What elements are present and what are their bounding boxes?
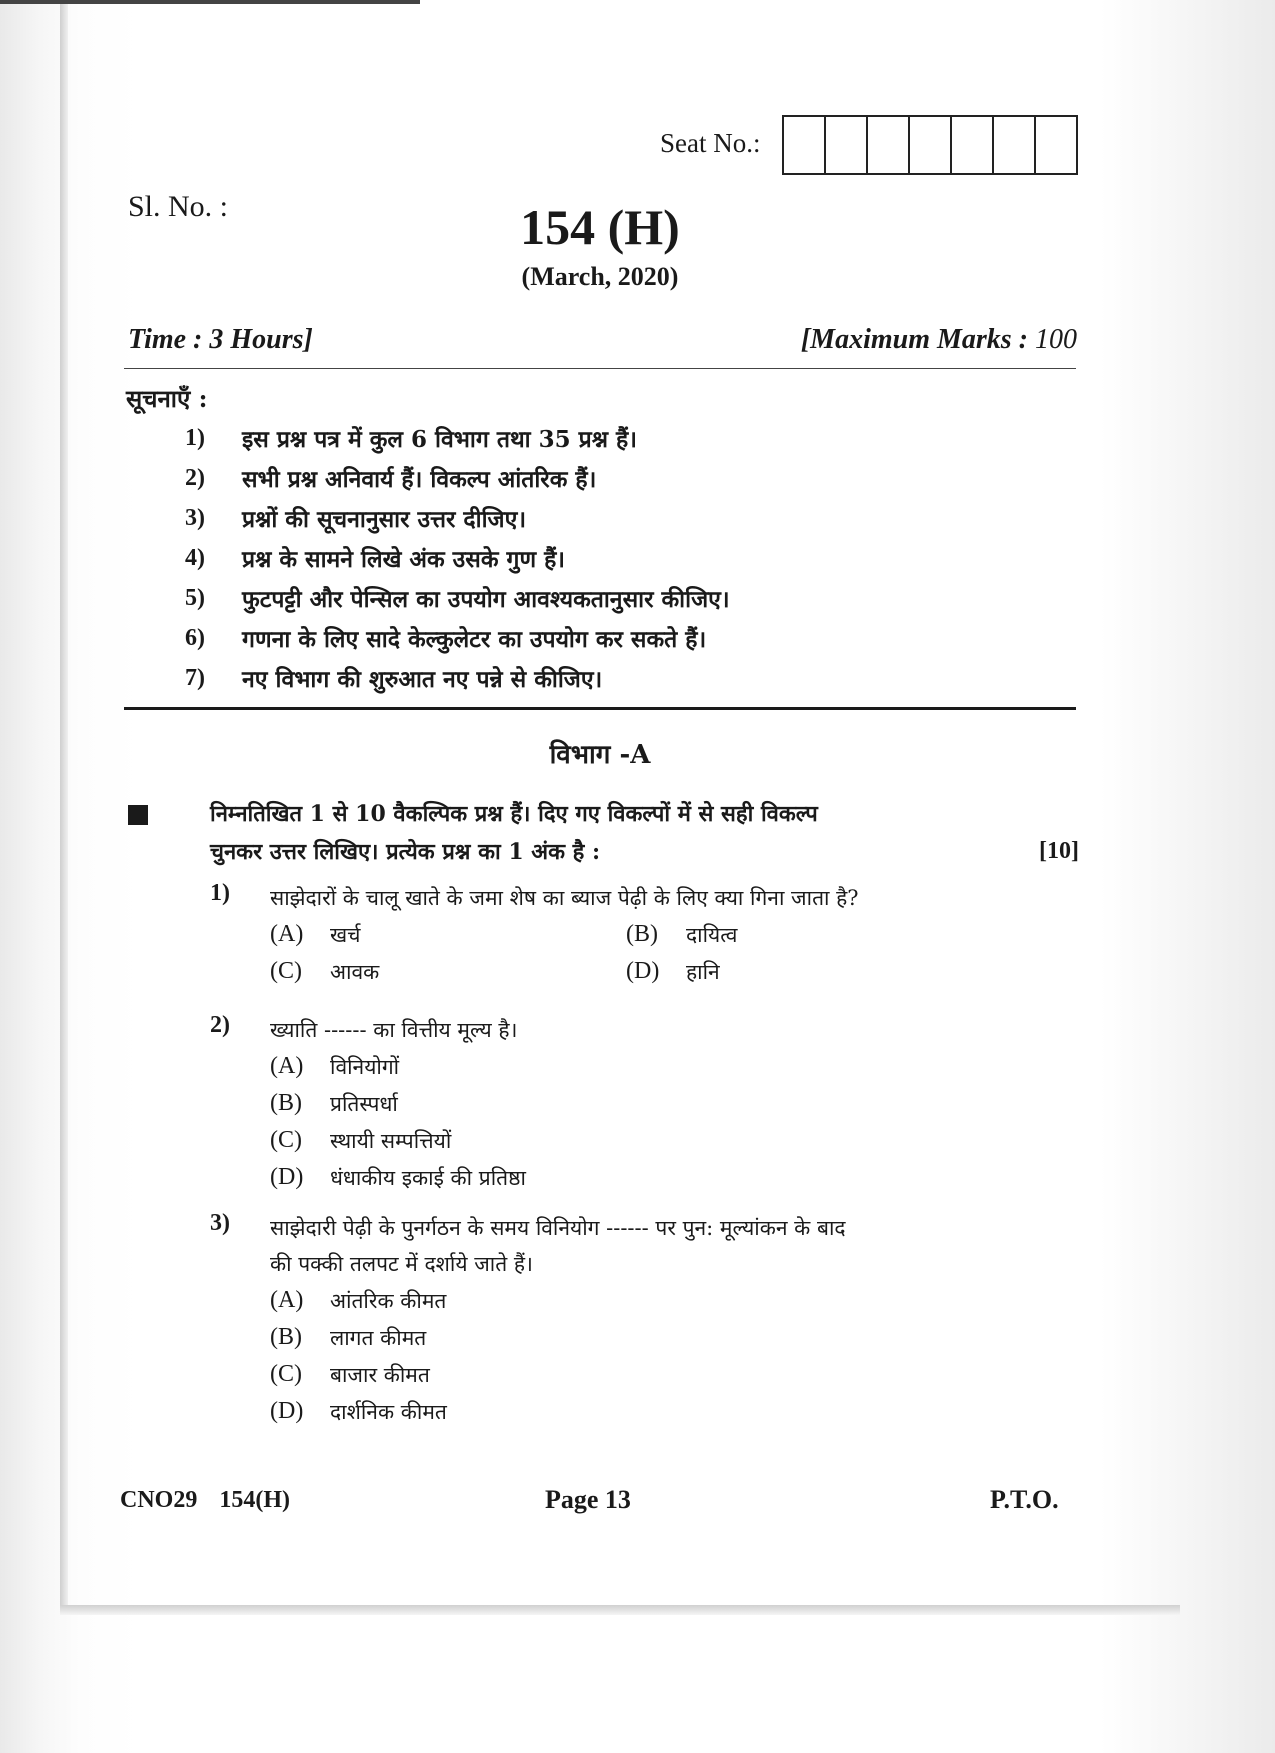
section-intro-line: चुनकर उत्तर लिखिए। प्रत्येक प्रश्न का 1 अंक है :	[210, 839, 601, 865]
option-text: हानि	[686, 959, 720, 984]
instruction-text: प्रश्न के सामने लिखे अंक उसके गुण हैं।	[242, 546, 566, 573]
page-number: Page 13	[545, 1485, 631, 1514]
instruction-item	[185, 458, 1085, 498]
question-number: 3)	[210, 1210, 230, 1236]
option-text: स्थायी सम्पत्तियों	[330, 1128, 452, 1153]
option-text: विनियोगों	[330, 1054, 400, 1079]
option-label: (D)	[270, 1164, 304, 1190]
option-b	[626, 916, 926, 953]
option-c	[270, 1356, 1030, 1393]
option-label: (D)	[626, 958, 660, 984]
question-text: साझेदारी पेढ़ी के पुनर्गठन के समय विनियोग ------ पर पुन: मूल्यांकन के बाद	[270, 1216, 846, 1240]
question-3	[210, 1210, 1030, 1430]
option-text: दार्शनिक कीमत	[330, 1399, 447, 1424]
instruction-item	[185, 578, 1085, 618]
instruction-item	[185, 538, 1085, 578]
instruction-text: सभी प्रश्न अनिवार्य हैं। विकल्प आंतरिक हैं।	[242, 466, 597, 493]
question-text: की पक्की तलपट में दर्शाये जाते हैं।	[270, 1252, 533, 1276]
section-intro-line: निम्नतिखित 1 से 10 वैकल्पिक प्रश्न हैं। दिए गए विकल्पों में से सही विकल्प	[210, 801, 818, 827]
square-bullet-icon	[128, 805, 148, 825]
instructions-title: सूचनाएँ :	[126, 384, 208, 413]
option-label: (D)	[270, 1398, 304, 1424]
question-text: साझेदारों के चालू खाते के जमा शेष का ब्याज पेढ़ी के लिए क्या गिना जाता है?	[270, 886, 859, 910]
instruction-item	[185, 658, 1085, 698]
option-label: (A)	[270, 1287, 304, 1313]
option-text: बाजार कीमत	[330, 1362, 430, 1387]
instruction-number: 7)	[185, 664, 205, 691]
seat-number-box	[994, 117, 1036, 173]
option-a	[270, 1048, 1030, 1085]
option-text: धंधाकीय इकाई की प्रतिष्ठा	[330, 1165, 526, 1190]
seat-number-box	[826, 117, 868, 173]
option-c	[270, 953, 626, 990]
exam-time: Time : 3 Hours]	[128, 324, 313, 355]
question-1	[210, 880, 1030, 990]
exam-date: (March, 2020)	[521, 262, 679, 291]
instruction-item	[185, 498, 1085, 538]
maximum-marks-label: [Maximum Marks :	[800, 324, 1028, 355]
question-options	[270, 1048, 1030, 1196]
option-c	[270, 1122, 1030, 1159]
maximum-marks-value: 100	[1035, 324, 1077, 355]
question-number: 2)	[210, 1012, 230, 1038]
instruction-number: 6)	[185, 624, 205, 651]
option-a	[270, 916, 626, 953]
option-label: (A)	[270, 921, 304, 947]
seat-number-label: Seat No.:	[660, 128, 761, 158]
option-text: दायित्व	[686, 922, 738, 947]
seat-number-box	[910, 117, 952, 173]
instruction-text: फुटपट्टी और पेन्सिल का उपयोग आवश्यकतानुसार कीजिए।	[242, 586, 730, 613]
question-2	[210, 1012, 1030, 1196]
option-a	[270, 1282, 1030, 1319]
top-edge-line	[0, 0, 420, 4]
question-text: ख्याति ------ का वित्तीय मूल्य है।	[270, 1018, 518, 1042]
section-marks: [10]	[1039, 838, 1079, 864]
option-label: (C)	[270, 1361, 302, 1387]
section-intro	[210, 795, 990, 871]
option-label: (C)	[270, 1127, 302, 1153]
footer-code: CNO29	[120, 1487, 198, 1513]
option-text: लागत कीमत	[330, 1325, 427, 1350]
footer-paper-code: 154(H)	[219, 1487, 290, 1513]
option-label: (B)	[626, 921, 658, 947]
instructions-list	[185, 418, 1085, 698]
instruction-number: 3)	[185, 504, 205, 531]
instruction-item	[185, 618, 1085, 658]
instruction-text: गणना के लिए सादे केल्कुलेटर का उपयोग कर सकते हैं।	[242, 626, 707, 653]
option-text: प्रतिस्पर्धा	[330, 1091, 398, 1116]
footer-codes	[120, 1487, 312, 1514]
option-text: आवक	[330, 959, 380, 984]
option-text: आंतरिक कीमत	[330, 1288, 447, 1313]
paper-code: 154 (H)	[520, 199, 680, 255]
seat-number-box	[1036, 117, 1076, 173]
option-d	[270, 1159, 1030, 1196]
section-title: विभाग -A	[549, 740, 651, 770]
question-options	[270, 916, 1030, 990]
divider	[124, 368, 1076, 369]
instruction-item	[185, 418, 1085, 458]
question-number: 1)	[210, 880, 230, 906]
instruction-text: प्रश्नों की सूचनानुसार उत्तर दीजिए।	[242, 506, 527, 533]
seat-number-box	[868, 117, 910, 173]
serial-number-label: Sl. No. :	[128, 190, 229, 223]
instruction-number: 4)	[185, 544, 205, 571]
option-label: (B)	[270, 1324, 302, 1350]
instruction-text: इस प्रश्न पत्र में कुल 6 विभाग तथा 35 प्रश्न हैं।	[242, 426, 637, 453]
seat-number-box	[952, 117, 994, 173]
instruction-number: 2)	[185, 464, 205, 491]
maximum-marks	[801, 324, 1077, 356]
question-options	[270, 1282, 1030, 1430]
instruction-text: नए विभाग की शुरुआत नए पन्ने से कीजिए।	[242, 666, 603, 693]
please-turn-over: P.T.O.	[990, 1485, 1059, 1514]
divider-thick	[124, 707, 1076, 710]
instruction-number: 5)	[185, 584, 205, 611]
scan-shadow-bottom	[60, 1605, 1180, 1615]
option-d	[270, 1393, 1030, 1430]
option-label: (A)	[270, 1053, 304, 1079]
instruction-number: 1)	[185, 424, 205, 451]
option-label: (B)	[270, 1090, 302, 1116]
seat-number-box	[784, 117, 826, 173]
option-b	[270, 1085, 1030, 1122]
option-b	[270, 1319, 1030, 1356]
option-d	[626, 953, 926, 990]
option-text: खर्च	[330, 922, 361, 947]
seat-number-boxes	[782, 115, 1078, 175]
option-label: (C)	[270, 958, 302, 984]
